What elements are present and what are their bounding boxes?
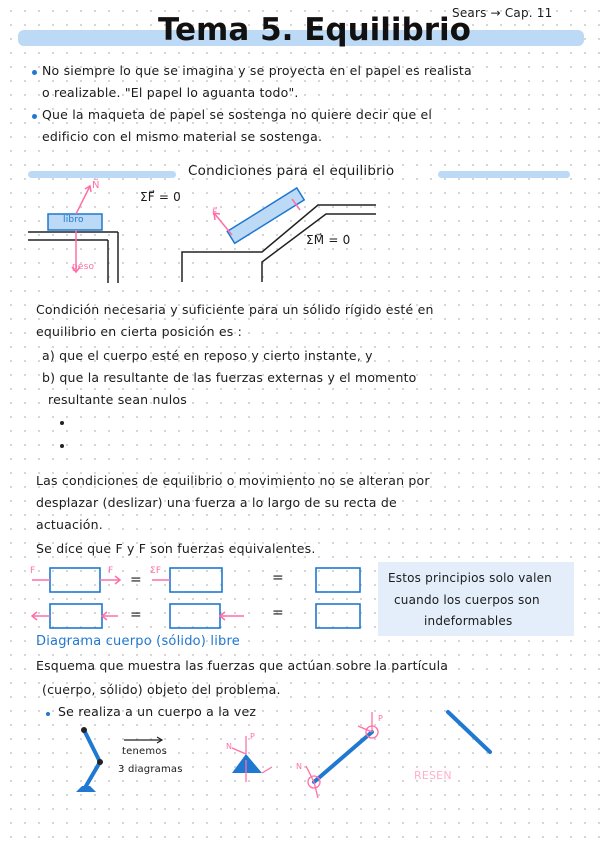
- intro-line-1: No siempre lo que se imagina y se proyecta en el papel es realista: [42, 63, 472, 78]
- intro-line-3: Que la maqueta de papel se sostenga no quiere decir que el: [42, 107, 433, 122]
- force-label-left: F: [30, 566, 36, 576]
- sum-forces-zero: ΣF⃗ = 0: [140, 190, 182, 204]
- equals-sign: =: [272, 570, 284, 586]
- weight-force-label: P: [250, 732, 256, 741]
- sliding-line-1: Las condiciones de equilibrio o movimiento no se alteran por: [36, 473, 430, 488]
- condition-line-2: equilibrio en cierta posición es :: [36, 324, 243, 339]
- condition-line-3: a) que el cuerpo esté en reposo y cierto instante, y: [42, 348, 373, 363]
- condition-line-4: b) que la resultante de las fuerzas externas y el momento: [42, 370, 417, 385]
- note-line-2: cuando los cuerpos son: [394, 593, 540, 607]
- force-label: F⃗: [212, 208, 218, 218]
- book-label: libro: [63, 215, 84, 225]
- force-label-right: F: [108, 566, 114, 576]
- normal-force-label: N: [226, 742, 233, 751]
- sum-moments-zero: ΣM⃗ = 0: [306, 233, 351, 247]
- arrow-note-line-2: 3 diagramas: [118, 764, 183, 775]
- section-heading-conditions: Condiciones para el equilibrio: [188, 163, 395, 179]
- sum-force-label: ΣF: [150, 566, 162, 576]
- source-note: Sears → Cap. 11: [452, 6, 553, 20]
- normal-force-label: N: [296, 762, 303, 771]
- sliding-line-2: desplazar (deslizar) una fuerza a lo largo de su recta de: [36, 495, 397, 510]
- free-body-bullet: Se realiza a un cuerpo a la vez: [58, 704, 257, 719]
- note-line-3: indeformables: [424, 614, 513, 628]
- arrow-note-line-1: tenemos: [122, 746, 168, 757]
- watermark-text: RESEN: [414, 769, 452, 782]
- intro-line-4: edificio con el mismo material se sostenga.: [42, 129, 323, 144]
- note-line-1: Estos principios solo valen: [388, 571, 552, 585]
- intro-line-2: o realizable. "El papel lo aguanta todo".: [42, 85, 299, 100]
- normal-label: N⃗: [92, 180, 100, 191]
- free-body-heading: Diagrama cuerpo (sólido) libre: [36, 634, 240, 649]
- equals-sign: =: [272, 605, 284, 621]
- condition-line-1: Condición necesaria y suficiente para un sólido rígido esté en: [36, 302, 434, 317]
- equals-sign: =: [130, 607, 142, 623]
- sliding-line-3: actuación.: [36, 517, 103, 532]
- weight-force-label: P: [378, 714, 384, 723]
- free-body-line-1: Esquema que muestra las fuerzas que actúan sobre la partícula: [36, 658, 449, 673]
- free-body-line-2: (cuerpo, sólido) objeto del problema.: [42, 682, 281, 697]
- equals-sign: =: [130, 572, 142, 588]
- weight-label: peso: [72, 262, 95, 272]
- sliding-line-4: Se dice que F y F son fuerzas equivalentes.: [36, 541, 316, 556]
- page-title: Tema 5. Equilibrio: [158, 12, 471, 48]
- condition-line-5: resultante sean nulos: [48, 392, 187, 407]
